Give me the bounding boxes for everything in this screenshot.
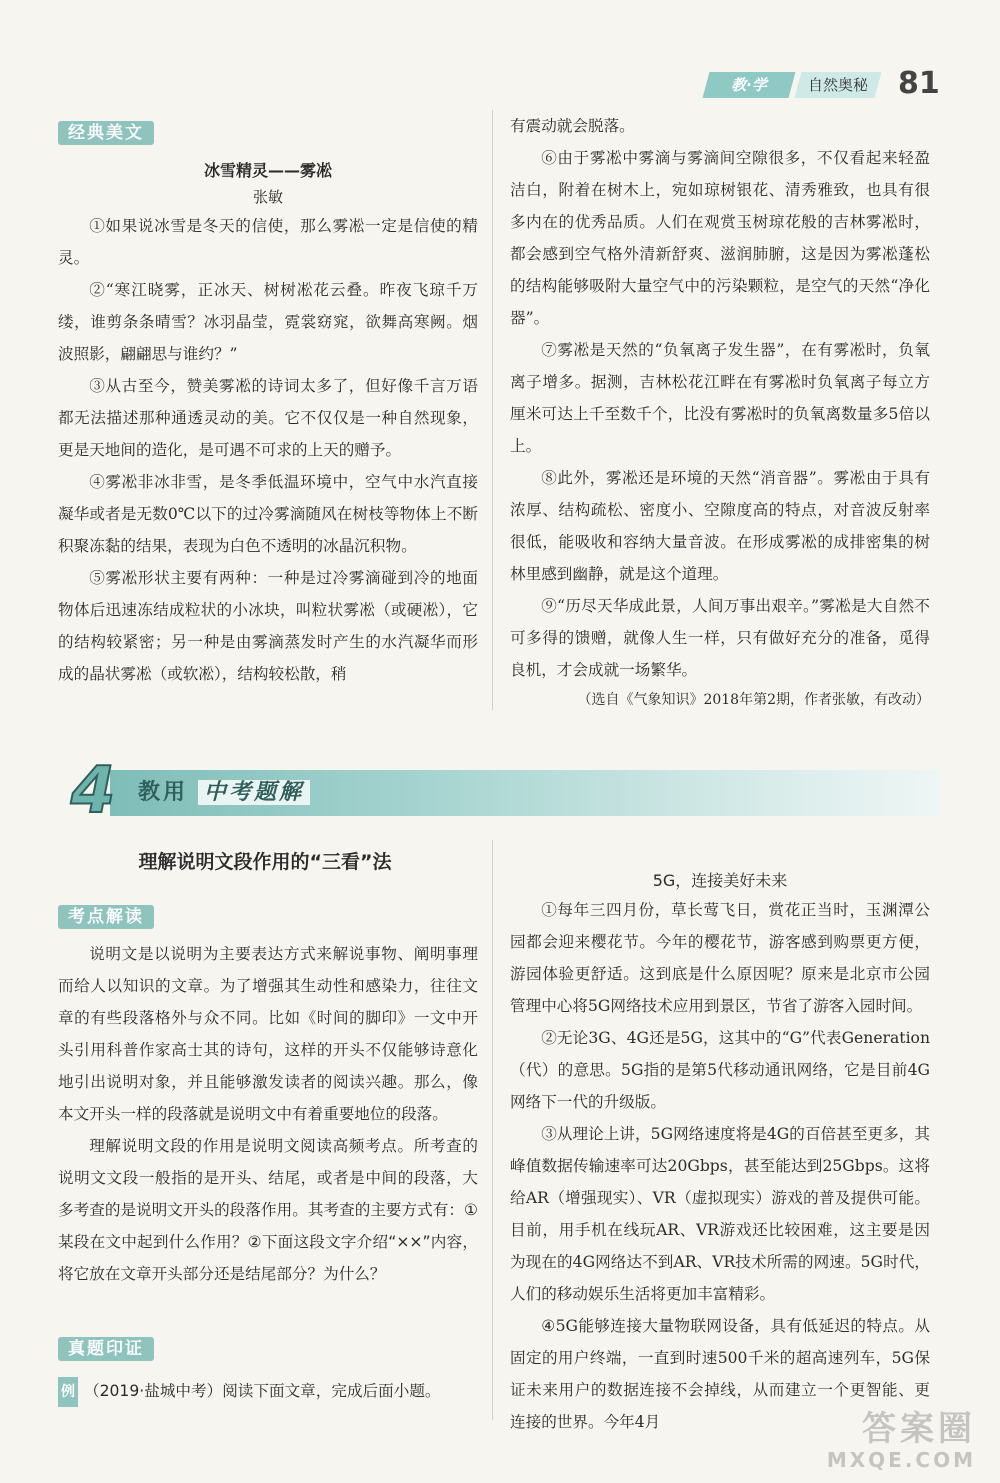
classic-article-left bbox=[58, 158, 478, 690]
watermark-line2: MXQE.COM bbox=[826, 1448, 976, 1472]
section-banner bbox=[50, 754, 940, 828]
header-tab-teaching-label: 教·学 bbox=[731, 76, 767, 94]
banner-number: 4 bbox=[70, 754, 116, 828]
header-tab-teaching bbox=[703, 72, 796, 98]
example-line bbox=[58, 1376, 478, 1407]
article-5g-paragraph: ③从理论上讲，5G网络速度将是4G的百倍甚至更多，其峰值数据传输速率可达20Gbps，甚至能达到25Gbps。这将给AR（增强现实）、VR（虚拟现实）游戏的普及提供可能。目前，用手机在线玩AR、VR游戏还比较困难，这主要是因为现在的4G网络达不到AR、VR技术所需的网速。5G时代，人们的移动娱乐生活将更加丰富精彩。 bbox=[510, 1125, 930, 1303]
classic-section-tag bbox=[58, 118, 154, 143]
classic-paragraph: ⑦雾凇是天然的“负氧离子发生器”，在有雾凇时，负氧离子增多。据测，吉林松花江畔在有雾凇时负氧离子每立方厘米可达上千至数千个，比没有雾凇时的负氧离数量多5倍以上。 bbox=[510, 341, 930, 455]
banner-label-a: 教用 bbox=[138, 780, 189, 805]
column-divider-lower bbox=[492, 840, 493, 1420]
column-divider bbox=[492, 110, 493, 710]
classic-article-title: 冰雪精灵——雾凇 bbox=[203, 161, 332, 180]
classic-paragraph: ②“寒江晓雾，正冰天、树树凇花云叠。昨夜飞琼千万缕，谁剪条条晴雪？冰羽晶莹，霓裳窈窕，欲舞高寒阙。烟波照影，翩翩思与谁约？” bbox=[58, 281, 478, 363]
article-5g-paragraph: ④5G能够连接大量物联网设备，具有低延迟的特点。从固定的用户终端，一直到时速500千米的超高速列车，5G保证未来用户的数据连接不会掉线，从而建立一个更智能、更连接的世界。今年4月 bbox=[510, 1317, 930, 1431]
banner-label-b: 中考题解 bbox=[198, 780, 310, 805]
header-tab-nature-label: 自然奥秘 bbox=[807, 76, 868, 94]
classic-paragraph: ⑥由于雾凇中雾滴与雾滴间空隙很多，不仅看起来轻盈洁白，附着在树木上，宛如琼树银花、清秀雅致，也具有很多内在的优秀品质。人们在观赏玉树琼花般的吉林雾凇时，都会感到空气格外清新舒爽、滋润肺腑，这是因为雾凇蓬松的结构能够吸附大量空气中的污染颗粒，是空气的天然“净化器”。 bbox=[510, 149, 930, 327]
method-paragraph: 说明文是以说明为主要表达方式来解说事物、阐明事理而给人以知识的文章。为了增强其生动性和感染力，往往文章的有些段落格外与众不同。比如《时间的脚印》一文中开头引用科普作家高士其的诗句，这样的开头不仅能够诗意化地引出说明对象，并且能够激发读者的阅读兴趣。那么，像本文开头一样的段落就是说明文中有着重要地位的段落。 bbox=[58, 945, 478, 1123]
classic-paragraph: ①如果说冰雪是冬天的信使，那么雾凇一定是信使的精灵。 bbox=[58, 217, 478, 267]
classic-paragraph: ③从古至今，赞美雾凇的诗词太多了，但好像千言万语都无法描述那种通透灵动的美。它不仅仅是一种自然现象，更是天地间的造化，是可遇不可求的上天的赠予。 bbox=[58, 377, 478, 459]
real-exam-tag bbox=[58, 1334, 154, 1359]
example-text: （2019·盐城中考）阅读下面文章，完成后面小题。 bbox=[84, 1382, 441, 1400]
header-tab-nature bbox=[795, 72, 882, 98]
classic-paragraph: ⑧此外，雾凇还是环境的天然“消音器”。雾凇由于具有浓厚、结构疏松、密度小、空隙度高的特点，对音波反射率很低，能吸收和容纳大量音波。在形成雾凇的成排密集的树林里感到幽静，就是这个道理。 bbox=[510, 469, 930, 583]
classic-article-author: 张敏 bbox=[252, 188, 283, 206]
real-exam-tag-label: 真题印证 bbox=[58, 1337, 154, 1361]
exam-point-tag bbox=[58, 902, 154, 927]
page-number: 81 bbox=[898, 66, 940, 101]
article-5g-title: 5G，连接美好未来 bbox=[652, 871, 788, 890]
exam-point-tag-label: 考点解读 bbox=[58, 905, 154, 929]
classic-paragraph-continued: 有震动就会脱落。 bbox=[510, 117, 635, 135]
method-paragraph: 理解说明文段的作用是说明文阅读高频考点。所考查的说明文文段一般指的是开头、结尾，或者是中间的段落，大多考查的是说明文开头的段落作用。其考查的主要方式有：①某段在文中起到什么作用？②下面这段文字介绍“××”内容，将它放在文章开头部分还是结尾部分？为什么？ bbox=[58, 1137, 478, 1283]
classic-article-right bbox=[510, 110, 930, 714]
article-source: （选自《气象知识》2018年第2期，作者张敏，有改动） bbox=[577, 692, 930, 708]
article-5g-paragraph: ①每年三四月份，草长莺飞日，赏花正当时，玉渊潭公园都会迎来樱花节。今年的樱花节，游客感到购票更方便，游园体验更舒适。这到底是什么原因呢？原来是北京市公园管理中心将5G网络技术应用到景区，节省了游客入园时间。 bbox=[510, 901, 930, 1015]
watermark-line1: 答案圈 bbox=[862, 1409, 976, 1449]
classic-paragraph: ④雾凇非冰非雪，是冬季低温环境中，空气中水汽直接凝华或者是无数0℃以下的过冷雾滴随风在树枝等物体上不断积聚冻黏的结果，表现为白色不透明的冰晶沉积物。 bbox=[58, 473, 478, 555]
classic-paragraph: ⑨“历尽天华成此景，人间万事出艰辛。”雾凇是大自然不可多得的馈赠，就像人生一样，只有做好充分的准备，觅得良机，才会成就一场繁华。 bbox=[510, 597, 930, 679]
watermark bbox=[827, 1409, 976, 1471]
method-title: 理解说明文段作用的“三看”法 bbox=[138, 851, 392, 873]
article-5g bbox=[510, 868, 930, 1438]
article-5g-paragraph: ②无论3G、4G还是5G，这其中的“G”代表Generation（代）的意思。5G指的是第5代移动通讯网络，它是目前4G网络下一代的升级版。 bbox=[510, 1029, 930, 1111]
banner-label bbox=[138, 774, 310, 812]
method-body bbox=[58, 938, 478, 1290]
classic-paragraph: ⑤雾凇形状主要有两种：一种是过冷雾滴碰到冷的地面物体后迅速冻结成粒状的小冰块，叫粒状雾凇（或硬凇），它的结构较紧密；另一种是由雾滴蒸发时产生的水汽凝华而形成的晶状雾凇（或软凇），结构较松散，稍 bbox=[58, 569, 478, 683]
classic-tag-label: 经典美文 bbox=[58, 121, 154, 145]
example-label: 例 bbox=[58, 1377, 78, 1407]
